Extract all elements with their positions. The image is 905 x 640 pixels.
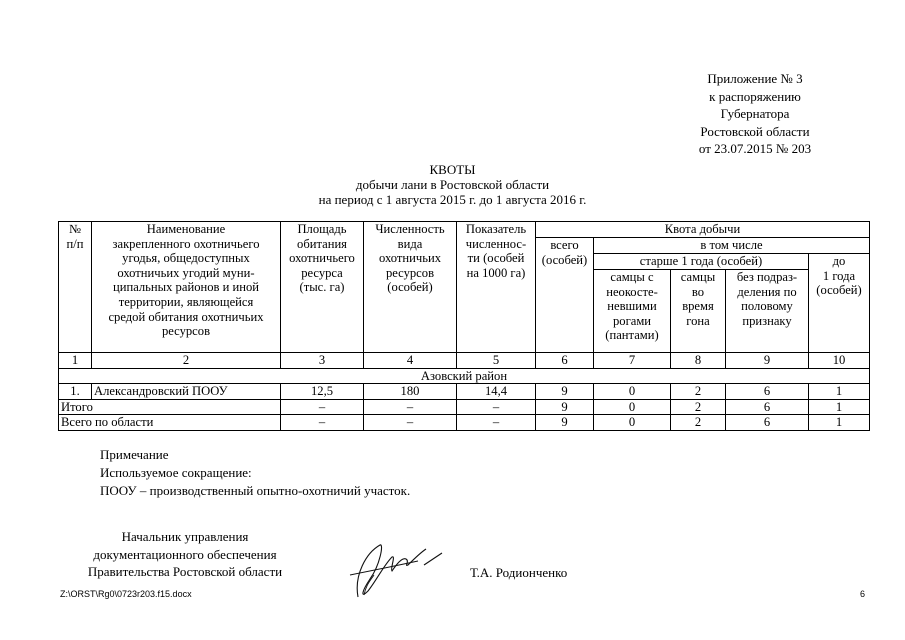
- table-cell: –: [457, 399, 536, 415]
- page-number: 6: [860, 589, 866, 599]
- column-number: 7: [594, 353, 671, 369]
- header-older: старше 1 года (особей): [594, 254, 809, 270]
- table-cell: 6: [726, 384, 809, 400]
- appendix-line: Губернатора: [720, 106, 790, 121]
- region-total-row: [59, 415, 870, 431]
- column-number: 5: [457, 353, 536, 369]
- doc-title: КВОТЫ: [429, 162, 476, 177]
- table-cell: 14,4: [457, 384, 536, 400]
- table-cell: 1.: [59, 384, 92, 400]
- note-line: ПООУ – производственный опытно-охотничий участок.: [100, 483, 411, 498]
- header-num: № п/п: [59, 222, 92, 353]
- district-row: [59, 368, 870, 384]
- column-number: 10: [809, 353, 870, 369]
- table-cell: 180: [364, 384, 457, 400]
- header-row: [59, 222, 870, 238]
- itogo-row: [59, 399, 870, 415]
- itogo-label: Итого: [59, 399, 281, 415]
- table-cell: 2: [671, 399, 726, 415]
- table-cell: 0: [594, 399, 671, 415]
- table-cell: –: [281, 415, 364, 431]
- table-cell: –: [364, 415, 457, 431]
- header-total: всего (особей): [536, 238, 594, 353]
- table-cell: 1: [809, 415, 870, 431]
- column-number: 2: [92, 353, 281, 369]
- header-quota: Квота добычи: [536, 222, 870, 238]
- signatory-name: Т.А. Родионченко: [470, 565, 568, 580]
- header-males-rut: самцы во время гона: [671, 270, 726, 353]
- header-no-sex: без подраз- деления по половому признаку: [726, 270, 809, 353]
- header-area: Площадь обитания охотничьего ресурса (тыс. га): [281, 222, 364, 353]
- table-row: [59, 384, 870, 400]
- appendix-block: [640, 70, 870, 158]
- column-number: 8: [671, 353, 726, 369]
- signature-line: Правительства Ростовской области: [87, 564, 283, 579]
- hunting-ground-name: Александровский ПООУ: [92, 384, 281, 400]
- table-cell: 2: [671, 415, 726, 431]
- table-cell: 1: [809, 399, 870, 415]
- table-cell: –: [364, 399, 457, 415]
- table-cell: 12,5: [281, 384, 364, 400]
- table-cell: 1: [809, 384, 870, 400]
- appendix-line: Приложение № 3: [707, 71, 803, 86]
- signature-block: [60, 528, 310, 581]
- column-number: 9: [726, 353, 809, 369]
- header-incl: в том числе: [594, 238, 870, 254]
- district-name: Азовский район: [59, 368, 870, 384]
- table-cell: 9: [536, 399, 594, 415]
- table-cell: 9: [536, 384, 594, 400]
- signature-line: документационного обеспечения: [93, 546, 277, 562]
- note-line: Используемое сокращение:: [100, 465, 252, 480]
- column-number: 6: [536, 353, 594, 369]
- table-cell: 6: [726, 415, 809, 431]
- file-path: Z:\ORST\Rg0\0723r203.f15.docx: [60, 589, 192, 599]
- doc-period: на период с 1 августа 2015 г. до 1 августа 2016 г.: [318, 192, 587, 207]
- table-cell: 6: [726, 399, 809, 415]
- appendix-line: к распоряжению: [709, 88, 801, 104]
- header-count: Численность вида охотничьих ресурсов (особей): [364, 222, 457, 353]
- note-title: Примечание: [100, 447, 169, 462]
- column-number-row: [59, 353, 870, 369]
- column-number: 3: [281, 353, 364, 369]
- column-number: 4: [364, 353, 457, 369]
- header-under1: до 1 года (особей): [809, 254, 870, 353]
- header-indicator: Показатель численнос- ти (особей на 1000 га): [457, 222, 536, 353]
- table-cell: –: [281, 399, 364, 415]
- table-cell: 2: [671, 384, 726, 400]
- table-cell: 0: [594, 415, 671, 431]
- appendix-line: Ростовской области: [700, 123, 810, 139]
- handwritten-signature: [340, 535, 450, 605]
- region-total-label: Всего по области: [59, 415, 281, 431]
- table-cell: 9: [536, 415, 594, 431]
- signature-line: Начальник управления: [121, 529, 249, 544]
- table-cell: –: [457, 415, 536, 431]
- appendix-line: от 23.07.2015 № 203: [698, 141, 812, 156]
- doc-subtitle: добычи лани в Ростовской области: [355, 177, 550, 192]
- header-males-velvet: самцы с неокосте- невшими рогами (пантами): [594, 270, 671, 353]
- quota-table: [58, 221, 870, 431]
- column-number: 1: [59, 353, 92, 369]
- header-name: Наименование закрепленного охотничьего угодья, общедоступных охотничьих угодий муни- ципальных районов и иной территории, являющейся средой обитания охотничьих ресурсов: [92, 222, 281, 353]
- table-cell: 0: [594, 384, 671, 400]
